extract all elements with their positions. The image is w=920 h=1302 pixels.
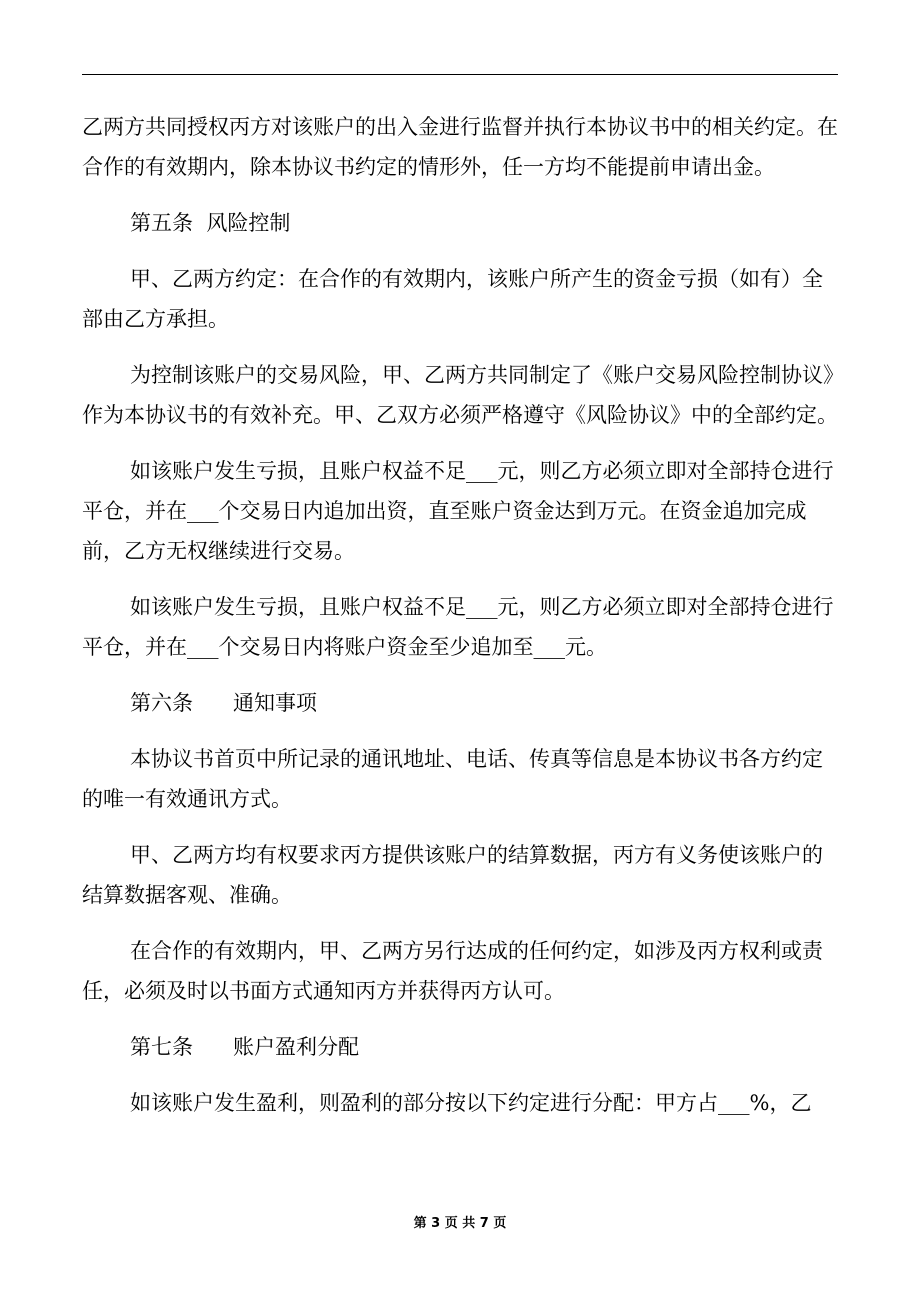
section-heading: 第六条 通知事项 [130,691,318,715]
section-heading: 第七条 账户盈利分配 [130,1035,360,1059]
document-body [82,107,840,1123]
page-footer: 第 3 页 共 7 页 [413,1216,507,1231]
section-heading: 第五条 风险控制 [130,211,291,235]
paragraph: 如该账户发生盈利，则盈利的部分按以下约定进行分配：甲方占___%，乙 [130,1091,812,1115]
paragraph: 乙两方共同授权丙方对该账户的出入金进行监督并执行本协议书中的相关约定。在合作的有效期内，除本协议书约定的情形外，任一方均不能提前申请出金。 [82,115,838,179]
paragraph: 如该账户发生亏损，且账户权益不足___元，则乙方必须立即对全部持仓进行平仓，并在___个交易日内追加出资，直至账户资金达到万元。在资金追加完成前，乙方无权继续进行交易。 [82,459,834,563]
paragraph: 在合作的有效期内，甲、乙两方另行达成的任何约定，如涉及丙方权利或责任，必须及时以书面方式通知丙方并获得丙方认可。 [82,939,823,1003]
paragraph: 如该账户发生亏损，且账户权益不足___元，则乙方必须立即对全部持仓进行平仓，并在___个交易日内将账户资金至少追加至___元。 [82,595,834,659]
paragraph: 本协议书首页中所记录的通讯地址、电话、传真等信息是本协议书各方约定的唯一有效通讯方式。 [82,747,823,811]
paragraph: 为控制该账户的交易风险，甲、乙两方共同制定了《账户交易风险控制协议》作为本协议书的有效补充。甲、乙双方必须严格遵守《风险协议》中的全部约定。 [82,363,838,427]
paragraph: 甲、乙两方约定：在合作的有效期内，该账户所产生的资金亏损（如有）全部由乙方承担。 [82,267,823,331]
header-rule [82,74,838,75]
paragraph: 甲、乙两方均有权要求丙方提供该账户的结算数据，丙方有义务使该账户的结算数据客观、准确。 [82,843,823,907]
